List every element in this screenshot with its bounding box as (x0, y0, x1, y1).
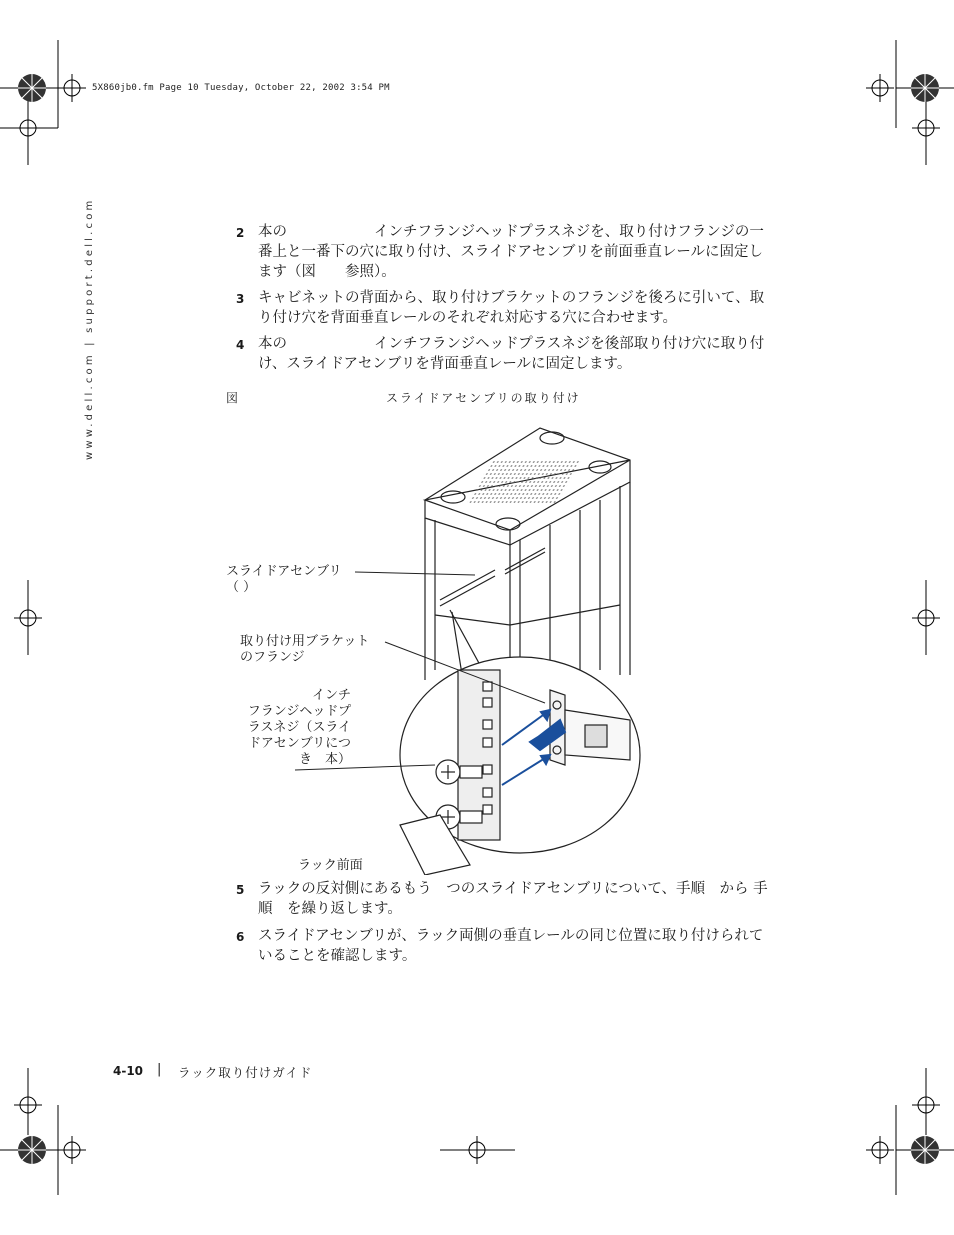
step-text: スライドアセンブリが、ラック両側の垂直レールの同じ位置に取り付けられて いることを確認します。 (258, 928, 764, 964)
footer-separator: | (157, 1062, 162, 1077)
footer-title: ラック取り付けガイド (178, 1065, 313, 1080)
figure-label: 図 (226, 391, 241, 405)
step-text: 本の インチフランジヘッドプラスネジを後部取り付け穴に取り付 け、スライドアセンブリを背面垂直レールに固定します。 (258, 336, 765, 372)
file-header: 5X860jb0.fm Page 10 Tuesday, October 22, 2002 3:54 PM (92, 83, 390, 93)
callout-screws: インチ フランジヘッドプ ラスネジ（スライ ドアセンブリにつ き 本） (247, 688, 351, 767)
step-number: 5 (236, 883, 245, 897)
callout-slide-assembly: スライドアセンブリ （ ） (226, 564, 342, 595)
step-number: 2 (236, 226, 245, 240)
sidebar-url: www.dell.com | support.dell.com (84, 197, 95, 460)
step-number: 3 (236, 292, 245, 306)
step-number: 6 (236, 930, 245, 944)
callout-bracket-flange: 取り付け用ブラケット のフランジ (240, 634, 370, 665)
figure-caption: スライドアセンブリの取り付け (386, 391, 581, 405)
step-text: 本の インチフランジヘッドプラスネジを、取り付けフランジの一 番上と一番下の穴に取り付け、スライドアセンブリを前面垂直レールに固定し ます（図 参照）。 (258, 224, 764, 280)
step-number: 4 (236, 338, 245, 352)
page-number: 4-10 (113, 1064, 144, 1078)
step-text: ラックの反対側にあるもう つのスライドアセンブリについて、手順 から 手 順 を繰り返します。 (258, 881, 768, 917)
step-text: キャビネットの背面から、取り付けブラケットのフランジを後ろに引いて、取 り付け穴を背面垂直レールのそれぞれ対応する穴に合わせます。 (258, 290, 765, 326)
callout-rack-front: ラック前面 (298, 858, 363, 873)
